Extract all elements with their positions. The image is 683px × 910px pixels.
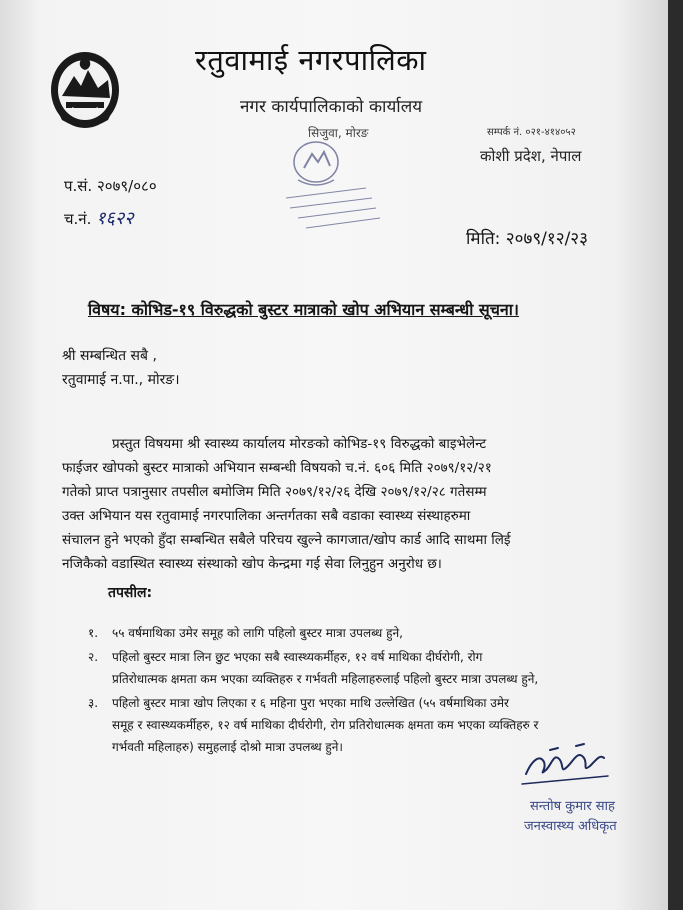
addressee-line-2: रतुवामाई न.पा., मोरङ। bbox=[62, 372, 180, 388]
signatory-name: सन्तोष कुमार साह bbox=[530, 799, 615, 814]
letter-date bbox=[466, 226, 588, 249]
details-label: तपसील: bbox=[108, 585, 153, 601]
cn-value: १६२२ bbox=[96, 208, 134, 229]
photo-dark-edge bbox=[668, 0, 683, 910]
detail-line: गर्भवती महिलाहरु) समुहलाई दोश्रो मात्रा उपलब्ध हुने। bbox=[112, 740, 343, 754]
detail-number: ३. bbox=[88, 696, 99, 710]
cn-label: च.नं. bbox=[64, 210, 92, 228]
detail-number: १. bbox=[88, 626, 99, 640]
detail-line: ५५ वर्षमाथिका उमेर समूह को लागि पहिलो बुस्टर मात्रा उपलब्ध हुने, bbox=[112, 626, 403, 640]
subject-line: विषय: कोभिड-१९ विरुद्धको बुस्टर मात्राको खोप अभियान सम्बन्धी सूचना। bbox=[88, 300, 519, 319]
office-stamp-icon bbox=[276, 128, 388, 240]
office-place: सिजुवा, मोरङ bbox=[308, 126, 369, 140]
municipality-name: रतुवामाई नगरपालिका bbox=[195, 43, 427, 77]
body-line: नजिकैको वडास्थित स्वास्थ्य संस्थाको खोप केन्द्रमा गई सेवा लिनुहुन अनुरोध छ। bbox=[62, 556, 442, 572]
reference-cn bbox=[64, 206, 134, 230]
body-line: प्रस्तुत विषयमा श्री स्वास्थ्य कार्यालय मोरङको कोभिड-१९ विरुद्धको बाइभेलेन्ट bbox=[112, 436, 487, 452]
detail-line: पहिलो बुस्टर मात्रा खोप लिएका र ६ महिना पुरा भएका माथि उल्लेखित (५५ वर्षमाथिका उमेर bbox=[112, 696, 509, 710]
detail-line: समूह र स्वास्थ्यकर्मीहरु, १२ वर्ष माथिका दीर्घरोगी, रोग प्रतिरोधात्मक क्षमता कम भएका व्यक्तिहरु र bbox=[112, 718, 539, 732]
ps-value: २०७९/०८० bbox=[96, 177, 157, 195]
office-name: नगर कार्यपालिकाको कार्यालय bbox=[240, 97, 423, 117]
body-line: उक्त अभियान यस रतुवामाई नगरपालिका अन्तर्गतका सबै वडाका स्वास्थ्य संस्थाहरुमा bbox=[62, 508, 471, 524]
body-line: संचालन हुने भएको हुँदा सम्बन्धित सबैले परिचय खुल्ने कागजात/खोप कार्ड आदि साथमा लिई bbox=[62, 532, 511, 548]
detail-number: २. bbox=[88, 650, 99, 664]
nepal-emblem-icon bbox=[48, 46, 122, 130]
body-line: गतेको प्राप्त पत्रानुसार तपसील बमोजिम मिति २०७९/१२/२६ देखि २०७९/१२/२८ गतेसम्म bbox=[62, 484, 487, 500]
ps-label: प.सं. bbox=[64, 177, 93, 195]
addressee-line-1: श्री सम्बन्धित सबै , bbox=[62, 348, 157, 364]
body-line: फाईजर खोपको बुस्टर मात्राको अभियान सम्बन्धी विषयको च.नं. ६०६ मिति २०७९/१२/२१ bbox=[62, 460, 492, 476]
reference-ps bbox=[64, 176, 157, 196]
detail-line: पहिलो बुस्टर मात्रा लिन छुट भएका सबै स्वास्थ्यकर्मीहरु, १२ वर्ष माथिका दीर्घरोगी, रोग bbox=[112, 650, 483, 664]
contact-number: सम्पर्क नं. ०२१-४१४०५२ bbox=[487, 127, 576, 138]
signature-icon bbox=[520, 740, 612, 790]
signatory-title: जनस्वास्थ्य अधिकृत bbox=[524, 819, 617, 834]
detail-line: प्रतिरोधात्मक क्षमता कम भएका व्यक्तिहरु र गर्भवती महिलाहरुलाई पहिलो बुस्टर मात्रा उपलब्ध हुने, bbox=[112, 672, 539, 686]
date-value: २०७९/१२/२३ bbox=[505, 229, 588, 249]
date-label: मिति: bbox=[466, 229, 501, 249]
province: कोशी प्रदेश, नेपाल bbox=[480, 147, 582, 165]
